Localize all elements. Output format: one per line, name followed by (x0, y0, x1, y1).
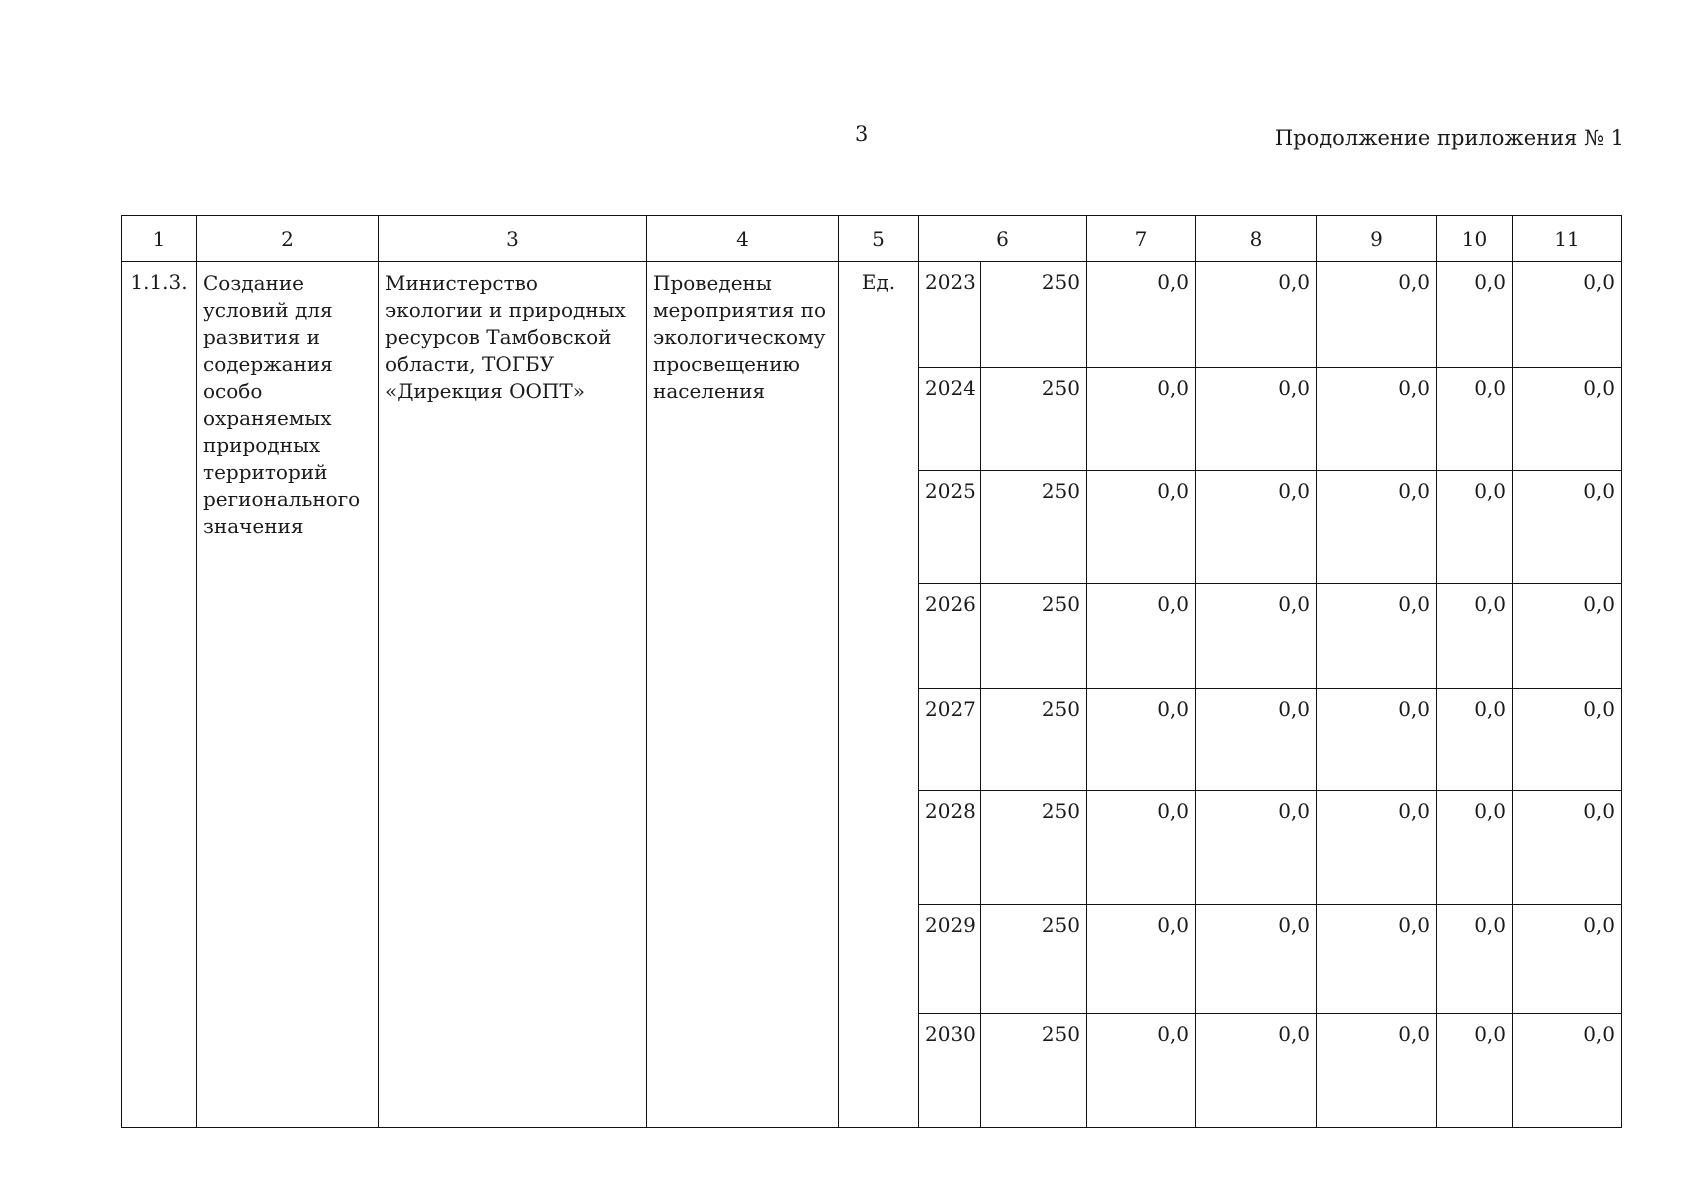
value-cell: 250 (981, 905, 1087, 1014)
item-name: Создание условий для развития и содержания особо охраняемых природных территорий регионального значения (197, 262, 379, 1128)
amount-cell-7: 0,0 (1087, 584, 1196, 689)
program-table (121, 215, 1622, 1128)
amount-cell-11: 0,0 (1513, 368, 1622, 471)
amount-cell-10: 0,0 (1437, 471, 1513, 584)
amount-cell-8: 0,0 (1196, 791, 1317, 905)
item-code: 1.1.3. (122, 262, 197, 1128)
appendix-continuation-note: Продолжение приложения № 1 (1274, 126, 1624, 150)
amount-cell-10: 0,0 (1437, 262, 1513, 368)
amount-cell-7: 0,0 (1087, 1014, 1196, 1128)
amount-cell-9: 0,0 (1317, 1014, 1437, 1128)
amount-cell-9: 0,0 (1317, 791, 1437, 905)
column-number: 2 (197, 216, 379, 262)
amount-cell-7: 0,0 (1087, 905, 1196, 1014)
value-cell: 250 (981, 791, 1087, 905)
amount-cell-7: 0,0 (1087, 368, 1196, 471)
value-cell: 250 (981, 471, 1087, 584)
year-cell: 2029 (919, 905, 981, 1014)
column-numbers-row (122, 216, 1622, 262)
amount-cell-7: 0,0 (1087, 471, 1196, 584)
amount-cell-9: 0,0 (1317, 471, 1437, 584)
item-indicator: Проведены мероприятия по экологическому просвещению населения (647, 262, 839, 1128)
amount-cell-9: 0,0 (1317, 584, 1437, 689)
amount-cell-8: 0,0 (1196, 584, 1317, 689)
amount-cell-10: 0,0 (1437, 1014, 1513, 1128)
column-number: 8 (1196, 216, 1317, 262)
column-number: 7 (1087, 216, 1196, 262)
column-number: 1 (122, 216, 197, 262)
amount-cell-11: 0,0 (1513, 791, 1622, 905)
item-unit: Ед. (839, 262, 919, 1128)
amount-cell-11: 0,0 (1513, 584, 1622, 689)
column-number: 11 (1513, 216, 1622, 262)
page-number: 3 (855, 122, 869, 146)
amount-cell-8: 0,0 (1196, 471, 1317, 584)
amount-cell-8: 0,0 (1196, 262, 1317, 368)
year-cell: 2023 (919, 262, 981, 368)
amount-cell-10: 0,0 (1437, 689, 1513, 791)
column-number: 9 (1317, 216, 1437, 262)
item-executor: Министерство экологии и природных ресурсов Тамбовской области, ТОГБУ «Дирекция ООПТ» (379, 262, 647, 1128)
amount-cell-9: 0,0 (1317, 689, 1437, 791)
amount-cell-10: 0,0 (1437, 368, 1513, 471)
amount-cell-10: 0,0 (1437, 791, 1513, 905)
amount-cell-11: 0,0 (1513, 262, 1622, 368)
year-cell: 2027 (919, 689, 981, 791)
year-cell: 2030 (919, 1014, 981, 1128)
column-number: 3 (379, 216, 647, 262)
year-cell: 2026 (919, 584, 981, 689)
table-row (122, 262, 1622, 368)
value-cell: 250 (981, 1014, 1087, 1128)
amount-cell-7: 0,0 (1087, 791, 1196, 905)
amount-cell-7: 0,0 (1087, 689, 1196, 791)
amount-cell-11: 0,0 (1513, 689, 1622, 791)
amount-cell-11: 0,0 (1513, 471, 1622, 584)
column-number: 6 (919, 216, 1087, 262)
amount-cell-8: 0,0 (1196, 905, 1317, 1014)
column-number: 5 (839, 216, 919, 262)
amount-cell-10: 0,0 (1437, 584, 1513, 689)
amount-cell-8: 0,0 (1196, 689, 1317, 791)
year-cell: 2024 (919, 368, 981, 471)
column-number: 4 (647, 216, 839, 262)
value-cell: 250 (981, 584, 1087, 689)
year-cell: 2028 (919, 791, 981, 905)
amount-cell-10: 0,0 (1437, 905, 1513, 1014)
value-cell: 250 (981, 262, 1087, 368)
amount-cell-11: 0,0 (1513, 1014, 1622, 1128)
amount-cell-7: 0,0 (1087, 262, 1196, 368)
value-cell: 250 (981, 689, 1087, 791)
amount-cell-8: 0,0 (1196, 368, 1317, 471)
year-cell: 2025 (919, 471, 981, 584)
amount-cell-9: 0,0 (1317, 262, 1437, 368)
amount-cell-9: 0,0 (1317, 905, 1437, 1014)
amount-cell-11: 0,0 (1513, 905, 1622, 1014)
amount-cell-9: 0,0 (1317, 368, 1437, 471)
value-cell: 250 (981, 368, 1087, 471)
column-number: 10 (1437, 216, 1513, 262)
amount-cell-8: 0,0 (1196, 1014, 1317, 1128)
